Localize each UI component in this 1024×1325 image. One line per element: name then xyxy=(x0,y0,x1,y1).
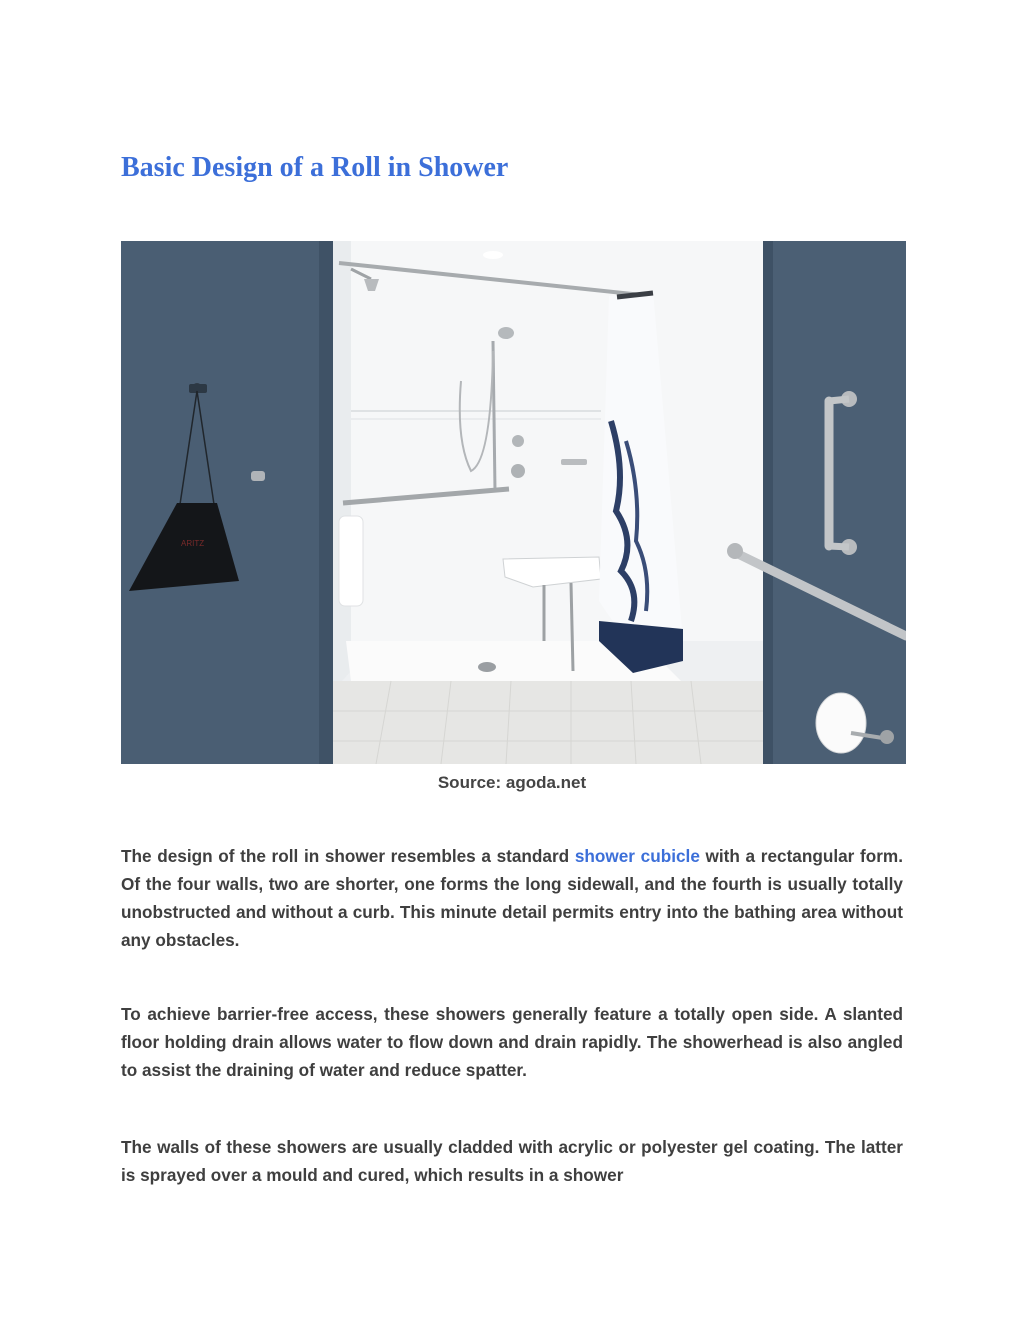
paragraph-2: To achieve barrier-free access, these showers generally feature a totally open side. A slanted floor holding drain allows water to flow down and drain rapidly. The showerhead is also angled to assist the draining of water and reduce spatter. xyxy=(121,1004,903,1080)
paragraph-1-text-start: The design of the roll in shower resembles a standard xyxy=(121,846,575,866)
image-caption: Source: agoda.net xyxy=(437,773,587,792)
page-title: Basic Design of a Roll in Shower xyxy=(121,152,509,183)
shower-photo xyxy=(121,241,906,764)
svg-text:ARITZ: ARITZ xyxy=(181,539,205,548)
paragraph-1-text-end: with a rectangular form. Of the four walls, two are shorter, one forms the long sidewall, and the fourth is usually totally unobstructed and without a curb. This minute detail permits entry into the bathing area without any obstacles. xyxy=(121,846,903,950)
shower-cubicle-link[interactable]: shower cubicle xyxy=(574,846,700,866)
paragraph-3: The walls of these showers are usually cladded with acrylic or polyester gel coating. The latter is sprayed over a mould and cured, which results in a shower xyxy=(121,1137,903,1185)
paragraph-1 xyxy=(121,842,903,954)
